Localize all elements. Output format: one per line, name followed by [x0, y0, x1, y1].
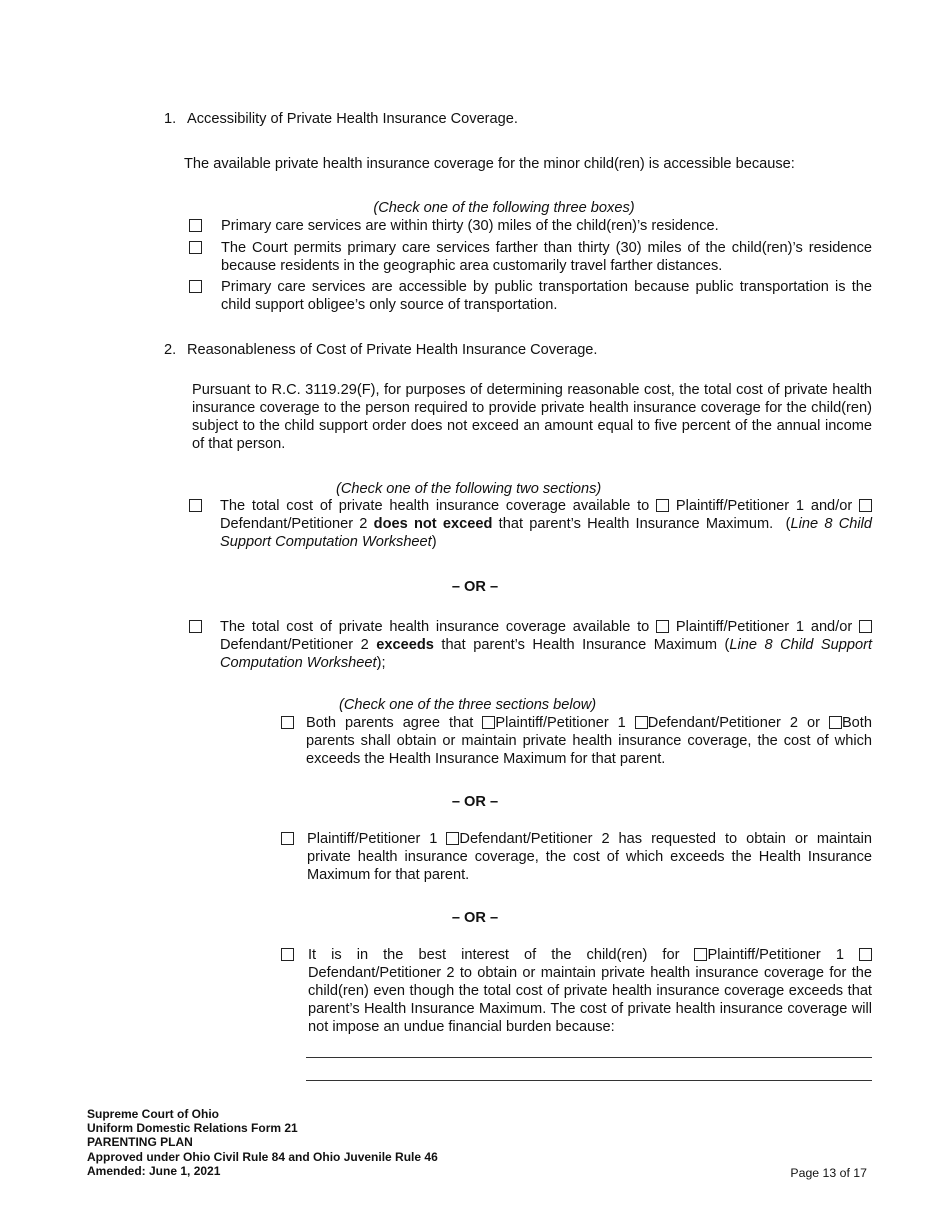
cost-exceeds-defendant-checkbox[interactable] [859, 620, 872, 633]
cost-exceeds-plaintiff-checkbox[interactable] [656, 620, 669, 633]
both-agree-plaintiff-checkbox[interactable] [482, 716, 495, 729]
reason-line-1[interactable] [306, 1057, 872, 1058]
page-number: Page 13 of 17 [790, 1166, 867, 1180]
requested-checkbox[interactable] [281, 832, 294, 845]
access-option-3-checkbox[interactable] [189, 280, 202, 293]
cost-exceeds-text: The total cost of private health insurance coverage available to Plaintiff/Petitioner 1 and/or Defendant/Petitioner 2 exceeds that parent’s Health Insurance Maximum (Line 8 Child Support Computation Worksheet); [220, 619, 873, 671]
form-footer [87, 1107, 438, 1178]
footer-line-court: Supreme Court of Ohio [87, 1107, 219, 1121]
footer-line-approved: Approved under Ohio Civil Rule 84 and Ohio Juvenile Rule 46 [87, 1149, 438, 1164]
section-2-instruction: (Check one of the following two sections) [336, 481, 602, 497]
cost-not-exceed-checkbox[interactable] [189, 499, 202, 512]
best-interest-defendant-checkbox[interactable] [859, 948, 872, 961]
both-agree-defendant-checkbox[interactable] [635, 716, 648, 729]
best-interest-plaintiff-checkbox[interactable] [694, 948, 707, 961]
footer-line-form: Uniform Domestic Relations Form 21 [87, 1121, 298, 1136]
requested-defendant-checkbox[interactable] [446, 832, 459, 845]
best-interest-checkbox[interactable] [281, 948, 294, 961]
best-interest-text: It is in the best interest of the child(ren) for Plaintiff/Petitioner 1 Defendant/Petitioner 2 to obtain or maintain private health insurance coverage for the child(ren) even though the total cost of private health insurance coverage exceeds that parent’s Health Insurance Maximum. The cost of private health insurance coverage will not impose an undue financial burden because: [308, 947, 872, 1035]
section-1-number: 1. [164, 111, 177, 127]
or-separator-1: – OR – [451, 579, 499, 595]
requested-text: Plaintiff/Petitioner 1 Defendant/Petitioner 2 has requested to obtain or maintain private health insurance coverage, the cost of which exceeds the Health Insurance Maximum for that parent. [307, 831, 872, 883]
section-1-heading: Accessibility of Private Health Insurance Coverage. [187, 111, 518, 127]
section-2-intro: Pursuant to R.C. 3119.29(F), for purposes of determining reasonable cost, the total cost of private health insurance coverage to the person required to provide private health insurance coverage for the child(ren) subject to the child support order does not exceed an amount equal to five percent of the annual income of that person. [192, 382, 872, 452]
footer-line-title: PARENTING PLAN [87, 1135, 193, 1150]
both-agree-both-checkbox[interactable] [829, 716, 842, 729]
cost-not-exceed-plaintiff-checkbox[interactable] [656, 499, 669, 512]
access-option-3-text: Primary care services are accessible by public transportation because public transportation is the child support obligee’s only source of transportation. [221, 279, 872, 313]
access-option-2-checkbox[interactable] [189, 241, 202, 254]
reason-line-2[interactable] [306, 1080, 872, 1081]
cost-not-exceed-text: The total cost of private health insurance coverage available to Plaintiff/Petitioner 1 and/or Defendant/Petitioner 2 does not exceed that parent’s Health Insurance Maximum. (Line 8 Child Support Computation Worksheet) [220, 498, 872, 550]
section-2-heading: Reasonableness of Cost of Private Health Insurance Coverage. [187, 342, 598, 358]
both-agree-text: Both parents agree that Plaintiff/Petitioner 1 Defendant/Petitioner 2 or Both parents shall obtain or maintain private health insurance coverage, the cost of which exceeds the Health Insurance Maximum for that parent. [306, 715, 872, 767]
section-1-instruction: (Check one of the following three boxes) [373, 200, 635, 216]
or-separator-2: – OR – [451, 794, 499, 810]
sub-instruction: (Check one of the three sections below) [339, 697, 597, 713]
access-option-1-checkbox[interactable] [189, 219, 202, 232]
access-option-2-text: The Court permits primary care services farther than thirty (30) miles of the child(ren)’s residence because residents in the geographic area customarily travel farther distances. [221, 240, 872, 274]
access-option-1-text: Primary care services are within thirty (30) miles of the child(ren)’s residence. [221, 218, 719, 234]
section-2-number: 2. [164, 342, 177, 358]
or-separator-3: – OR – [451, 910, 499, 926]
footer-line-amended: Amended: June 1, 2021 [87, 1163, 221, 1178]
both-agree-checkbox[interactable] [281, 716, 294, 729]
cost-not-exceed-defendant-checkbox[interactable] [859, 499, 872, 512]
section-1-intro: The available private health insurance coverage for the minor child(ren) is accessible because: [184, 156, 795, 172]
cost-exceeds-checkbox[interactable] [189, 620, 202, 633]
